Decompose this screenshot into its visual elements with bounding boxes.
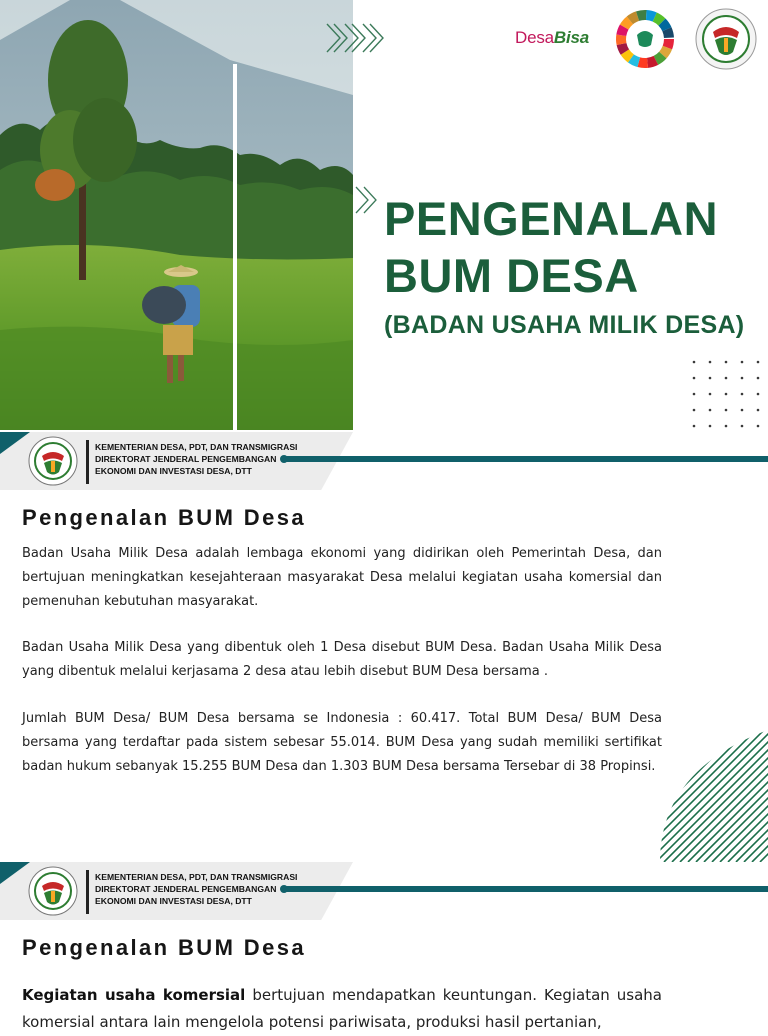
section-1-paragraph-3: Jumlah BUM Desa/ BUM Desa bersama se Indonesia : 60.417. Total BUM Desa/ BUM Desa bersama yang terdaftar pada sistem sebesar 55.014. BUM Desa yang sudah memiliki sertifikat badan hukum sebanyak 15.255 BUM Desa dan 1.303 BUM Desa bersama Tersebar di 38 Propinsi. <box>22 711 662 774</box>
band-teal-line <box>283 886 768 892</box>
sdg-wheel-logo <box>614 8 676 70</box>
section-2-paragraph-text: bertujuan mendapatkan keuntungan. Kegiatan usaha komersial antara lain mengelola potensi pariwisata, produksi hasil pertanian, <box>22 986 662 1031</box>
chevrons-decoration <box>326 22 384 58</box>
kemendes-emblem-icon <box>28 436 78 486</box>
section-2-bold-term: Kegiatan usaha komersial <box>22 986 246 1004</box>
band-divider <box>86 440 89 484</box>
title-subtitle: (BADAN USAHA MILIK DESA) <box>384 311 745 339</box>
page-title <box>384 190 764 342</box>
kemendes-emblem-logo <box>695 8 757 70</box>
band-divider <box>86 870 89 914</box>
section-1-paragraph-2: Badan Usaha Milik Desa yang dibentuk oleh 1 Desa disebut BUM Desa. Badan Usaha Milik Desa yang dibentuk melalui kerjasama 2 desa atau lebih disebut BUM Desa bersama . <box>22 640 662 679</box>
title-line-1: PENGENALAN <box>384 192 719 245</box>
hero-photo <box>0 0 353 430</box>
section-2-paragraph-1 <box>22 982 662 1036</box>
section-1-title: Pengenalan BUM Desa <box>22 505 307 530</box>
ministry-header-band <box>0 862 768 920</box>
section-2-title: Pengenalan BUM Desa <box>22 935 307 960</box>
section-1-paragraph-1: Badan Usaha Milik Desa adalah lembaga ekonomi yang didirikan oleh Pemerintah Desa, dan bertujuan meningkatkan kesejahteraan masyarakat Desa melalui kegiatan usaha komersial dan pemenuhan kebutuhan masyarakat. <box>22 546 662 609</box>
title-line-2: BUM DESA <box>384 249 639 302</box>
ministry-header-band <box>0 432 768 490</box>
dot-grid-decoration <box>690 358 768 438</box>
chevrons-small-decoration <box>355 186 383 218</box>
desabisa-logo: DesaBisa <box>515 28 589 47</box>
kemendes-emblem-icon <box>28 866 78 916</box>
ministry-name: KEMENTERIAN DESA, PDT, DAN TRANSMIGRASI DIREKTORAT JENDERAL PENGEMBANGAN EKONOMI DAN INVESTASI DESA, DTT <box>95 872 298 906</box>
diagonal-hatch-decoration <box>660 730 768 866</box>
band-teal-line <box>283 456 768 462</box>
ministry-name: KEMENTERIAN DESA, PDT, DAN TRANSMIGRASI DIREKTORAT JENDERAL PENGEMBANGAN EKONOMI DAN INVESTASI DESA, DTT <box>95 442 298 476</box>
